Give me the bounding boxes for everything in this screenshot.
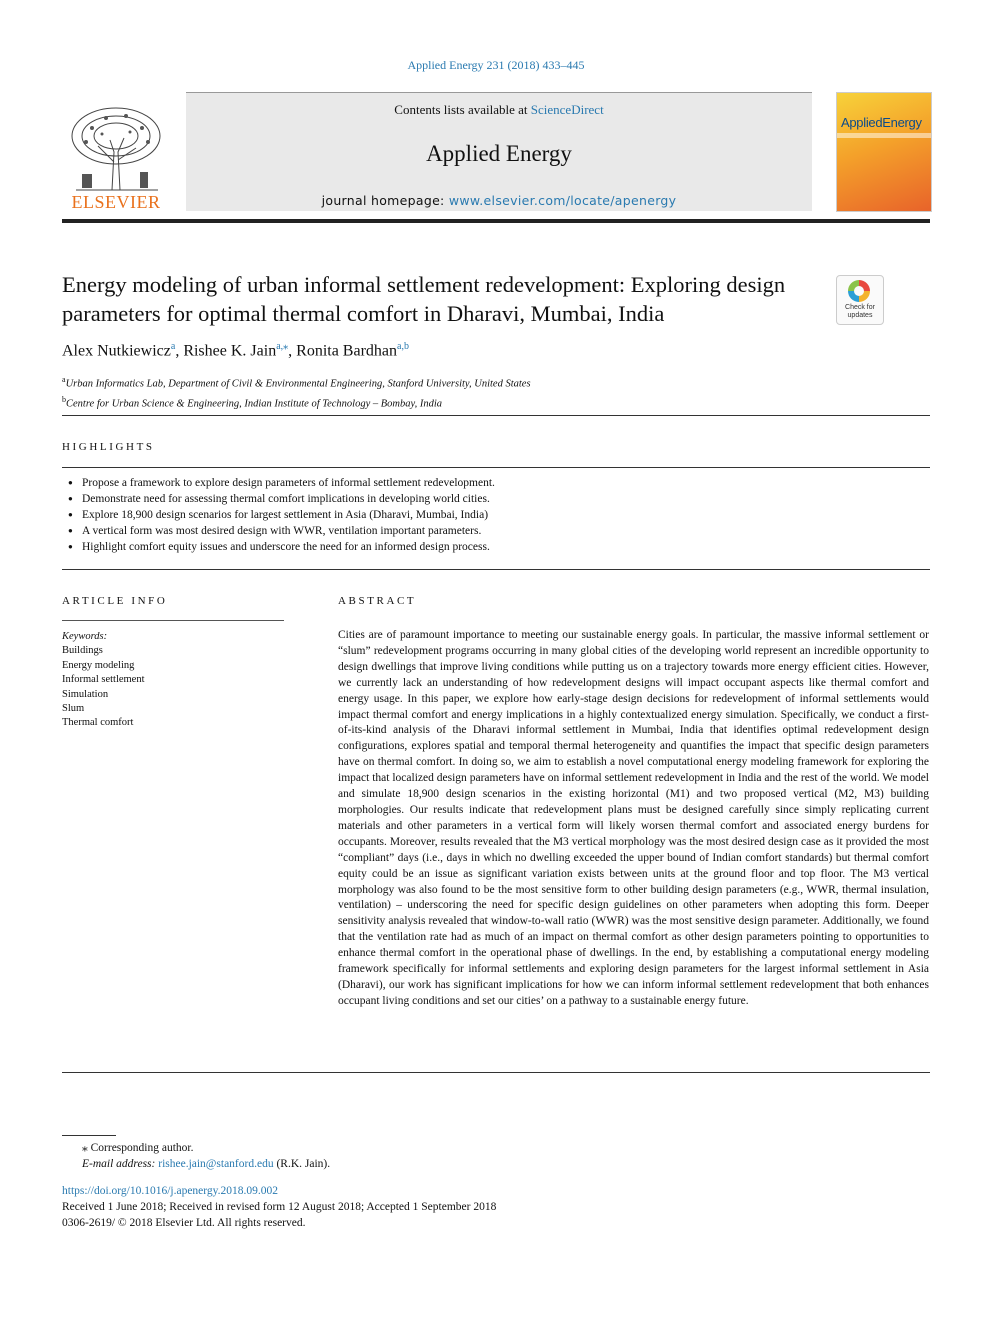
article-info-rule [62,620,284,621]
affiliations [62,372,531,411]
doi-link[interactable]: https://doi.org/10.1016/j.apenergy.2018.09.002 [62,1185,279,1197]
journal-name: Applied Energy [426,141,572,166]
journal-reference[interactable]: Applied Energy 231 (2018) 433–445 [407,58,585,72]
author-affiliation-mark[interactable]: a,⁎ [276,341,289,352]
contents-prefix: Contents lists available at [394,102,528,117]
abstract-bottom-rule [62,1072,930,1073]
highlight-item: ● Explore 18,900 design scenarios for largest settlement in Asia (Dharavi, Mumbai, India) [68,507,928,523]
affiliation-divider [62,415,930,416]
journal-header [62,92,930,212]
publication-details [62,1183,496,1231]
footnotes [62,1140,330,1172]
check-for-updates-badge[interactable] [836,275,884,325]
publisher-name: ELSEVIER [71,192,161,212]
author-name[interactable]: Rishee K. Jain [183,342,277,360]
affiliation-b: $^b$Centre for Urban Science & Engineering, Indian Institute of Technology – Bombay, India [62,394,443,409]
keyword: Thermal comfort [62,717,134,729]
keywords-label: Keywords: [62,631,108,642]
homepage-prefix: journal homepage: [321,193,445,208]
highlight-item: ● Propose a framework to explore design parameters of informal settlement redevelopment. [68,475,928,491]
keyword: Simulation [62,688,109,700]
header-divider [62,219,930,223]
journal-cover-image[interactable] [836,92,932,212]
abstract-text: Cities are of paramount importance to meeting our sustainable energy goals. In particular, the massive informal settlement or “slum” redevelopment programs occurring in many global cities of the developing world represent an incredible opportunity to design dwellings that improve living conditions while putting us on a trajectory towards more energy efficient cities. However, we currently lack an understanding of how redevelopment designs will impact occupant aspects like thermal comfort and energy usage. In this paper, we explore how early-stage design decisions for redevelopment of informal settlements would impact thermal comfort and energy implications in a highly contextualized energy simulation. Specifically, we conduct a first-of-its-kind analysis of the Dharavi informal settlement in Mumbai, India that identifies optimal redevelopment design configurations, explores spatial and temporal thermal heterogeneity and quantifies the impact that specific design parameters have on thermal comfort. In doing so, we aim to establish a novel computational energy modeling framework for exploring the impact that localized design parameters have on informal settlement redevelopment in India and the rest of the world. We model and simulate 18,900 design scenarios in the existing horizontal (M1) and two proposed vertical (M2, M3) building morphologies. Our results indicate that redevelopment plans must be designed carefully since simply replicating current materials and other parameters in a vertical form will likely worsen thermal comfort and associated energy burdens for occupants. Moreover, results revealed that the M3 vertical morphology was the most desired design case as it provided the most “compliant” days (i.e., days in which no dwelling exceeded the upper bound of Indian comfort standards) but thermal comfort equity could be an issue as significant variation exists between units at the ground floor and top floor. The M3 vertical morphology was also found to be the most sensitive form to other building design parameters (e.g., WWR, thermal insulation, ventilation) – underscoring the need for specific design guidelines on other parameters when adopting this form. Deeper sensitivity analysis revealed that window-to-wall ratio (WWR) was the most sensitive design parameter. Additionally, we found that the ventilation rate had as much of an impact on thermal comfort as other design parameters pointing to opportunities to enhance thermal comfort in the operational phase of dwellings. In the end, by establishing a computational energy modeling framework specifically for informal settlements and exploring design parameters for the largest informal settlement in Asia (Dharavi), our work has significant implications for how we can inform informal settlement redevelopment that both enhances occupant living conditions and set our cities’ on a pathway to a sustainable energy future. [338,629,929,1007]
highlight-item: ● A vertical form was most desired design with WWR, ventilation important parameters. [68,523,928,539]
highlights-list [68,475,928,555]
homepage-line [186,193,812,208]
cover-title: AppliedEnergy [841,115,922,130]
highlights-bottom-rule [62,569,930,570]
homepage-link[interactable]: www.elsevier.com/locate/apenergy [448,193,677,208]
abstract-heading: ABSTRACT [338,595,417,607]
article-title: Energy modeling of urban informal settlement redevelopment: Exploring design parameters for optimal thermal comfort in Dharavi, Mumbai, India [62,272,786,326]
keywords-block [62,630,145,731]
email-note [62,1156,330,1172]
highlight-item: ● Demonstrate need for assessing thermal comfort implications in developing world cities. [68,491,928,507]
cover-strip [837,133,931,138]
article-info-heading: ARTICLE INFO [62,595,168,607]
corresponding-author-note: ⁎ Corresponding author. [82,1142,194,1154]
keyword: Slum [62,703,85,715]
crossmark-label: Check for updates [845,304,875,319]
affiliation-a: $^a$Urban Informatics Lab, Department of Civil & Environmental Engineering, Stanford University, United States [62,375,531,390]
author-affiliation-mark[interactable]: a [170,341,176,352]
journal-info-box [186,92,812,211]
contents-line [186,102,812,118]
crossmark-icon [848,280,870,302]
author-name[interactable]: Ronita Bardhan [296,342,398,360]
received-dates: Received 1 June 2018; Received in revised form 12 August 2018; Accepted 1 September 2018 [62,1201,497,1213]
keyword: Informal settlement [62,674,145,686]
keyword: Buildings [62,645,103,657]
highlights-top-rule [62,467,930,468]
keyword: Energy modeling [62,659,135,671]
email-suffix: (R.K. Jain). [276,1158,331,1170]
email-link[interactable]: rishee.jain@stanford.edu [158,1158,274,1170]
author-name[interactable]: Alex Nutkiewicz [62,342,171,360]
footnote-rule [62,1135,116,1136]
author-list: Alex Nutkiewicz$^a$, Rishee K. Jain$^{a,⁎}$, Ronita Bardhan$^{a,b}$ [62,341,409,360]
highlights-heading: HIGHLIGHTS [62,441,155,453]
author-affiliation-mark[interactable]: a,b [397,341,409,352]
sciencedirect-link[interactable]: ScienceDirect [530,102,604,117]
highlight-item: ● Highlight comfort equity issues and underscore the need for an informed design process. [68,539,928,555]
email-label: E-mail address: [82,1158,156,1170]
copyright-line: 0306-2619/ © 2018 Elsevier Ltd. All rights reserved. [62,1217,306,1229]
